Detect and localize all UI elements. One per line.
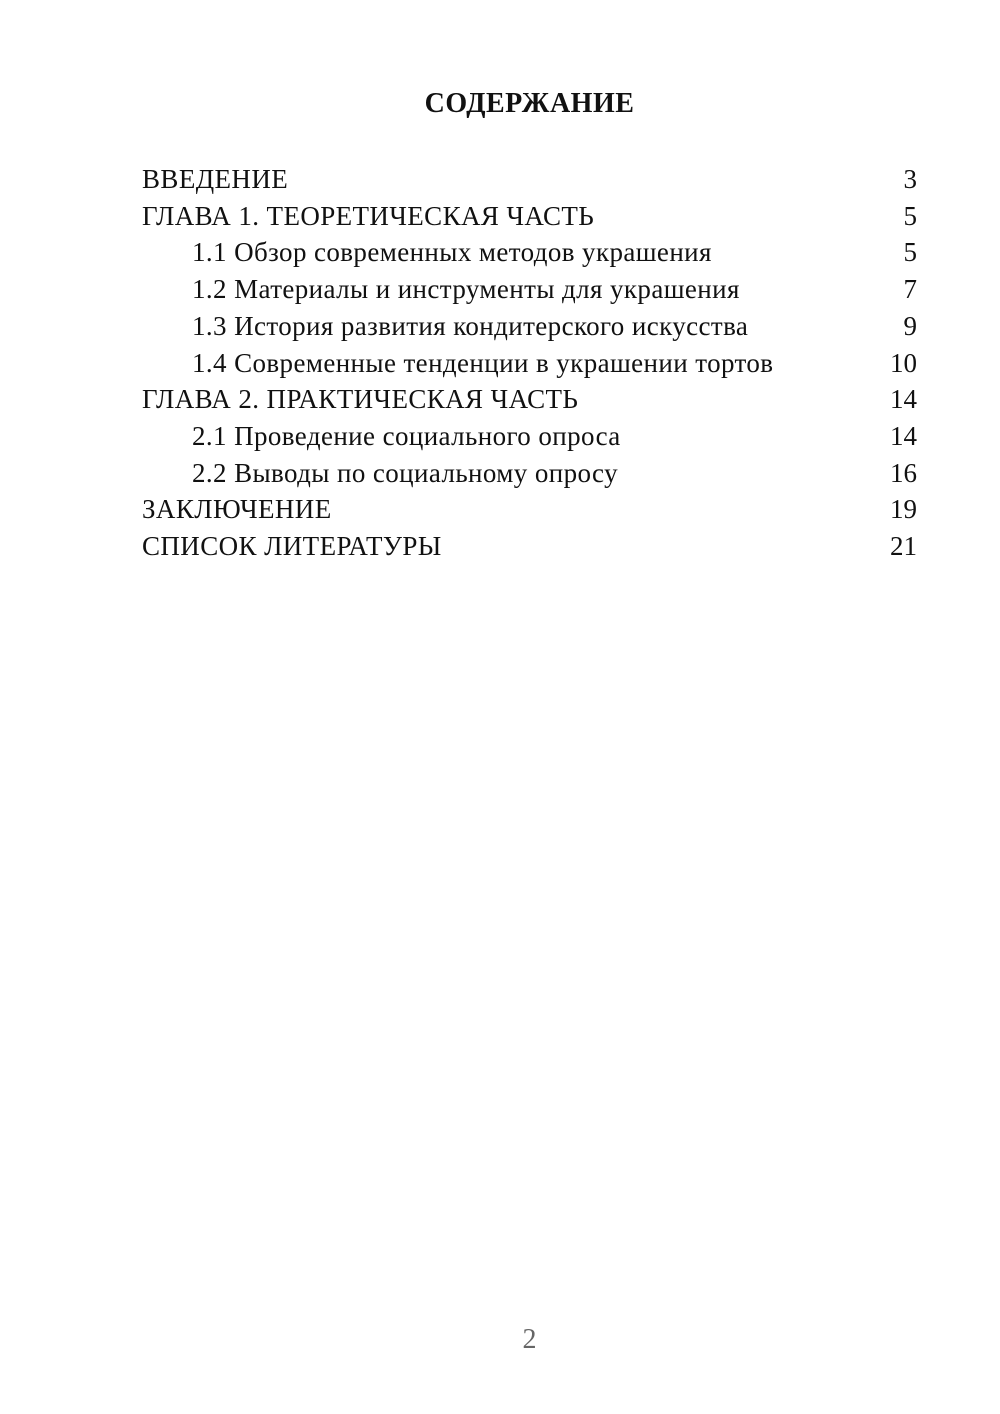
toc-entry-page-number: 5 <box>903 200 917 231</box>
toc-entry <box>142 161 917 198</box>
page-title: СОДЕРЖАНИЕ <box>424 88 635 119</box>
toc-entry-label: 1.3 История развития кондитерского искусства <box>192 310 749 341</box>
toc-entry-label: 1.2 Материалы и инструменты для украшения <box>192 274 740 305</box>
toc-entry-page-number: 16 <box>890 457 917 488</box>
toc-entry-label: 1.1 Обзор современных методов украшения <box>192 237 712 268</box>
toc-entry-label: 2.2 Выводы по социальному опросу <box>192 457 618 488</box>
toc-entry <box>142 271 917 308</box>
toc-entry-page-number: 7 <box>903 274 917 305</box>
toc-entry <box>142 528 917 565</box>
toc-entry-page-number: 5 <box>903 237 917 268</box>
toc-entry-page-number: 19 <box>890 494 917 525</box>
toc-entry-page-number: 14 <box>890 420 917 451</box>
toc-entry <box>142 308 917 345</box>
toc-entry-label: СПИСОК ЛИТЕРАТУРЫ <box>142 531 442 562</box>
toc-entry-label: ГЛАВА 2. ПРАКТИЧЕСКАЯ ЧАСТЬ <box>142 384 579 415</box>
toc-entry <box>142 381 917 418</box>
toc-entry <box>142 491 917 528</box>
toc-entry <box>142 345 917 382</box>
toc-entry <box>142 418 917 455</box>
toc-entry-page-number: 3 <box>903 164 917 194</box>
toc-entry <box>142 198 917 235</box>
toc-entry-label: ГЛАВА 1. ТЕОРЕТИЧЕСКАЯ ЧАСТЬ <box>142 200 595 231</box>
toc-entry-page-number: 10 <box>890 347 917 378</box>
toc-entry <box>142 234 917 271</box>
toc-entry <box>142 455 917 492</box>
footer-page-number: 2 <box>522 1324 537 1355</box>
toc-entry-page-number: 21 <box>890 531 917 562</box>
toc-entry-label: 2.1 Проведение социального опроса <box>192 420 621 451</box>
toc-entry-label: 1.4 Современные тенденции в украшении тортов <box>192 347 774 378</box>
toc-entry-label: ЗАКЛЮЧЕНИЕ <box>142 494 332 525</box>
toc-list <box>142 161 917 565</box>
toc-entry-label: ВВЕДЕНИЕ <box>142 164 289 194</box>
toc-entry-page-number: 14 <box>890 384 917 415</box>
toc-entry-page-number: 9 <box>903 310 917 341</box>
